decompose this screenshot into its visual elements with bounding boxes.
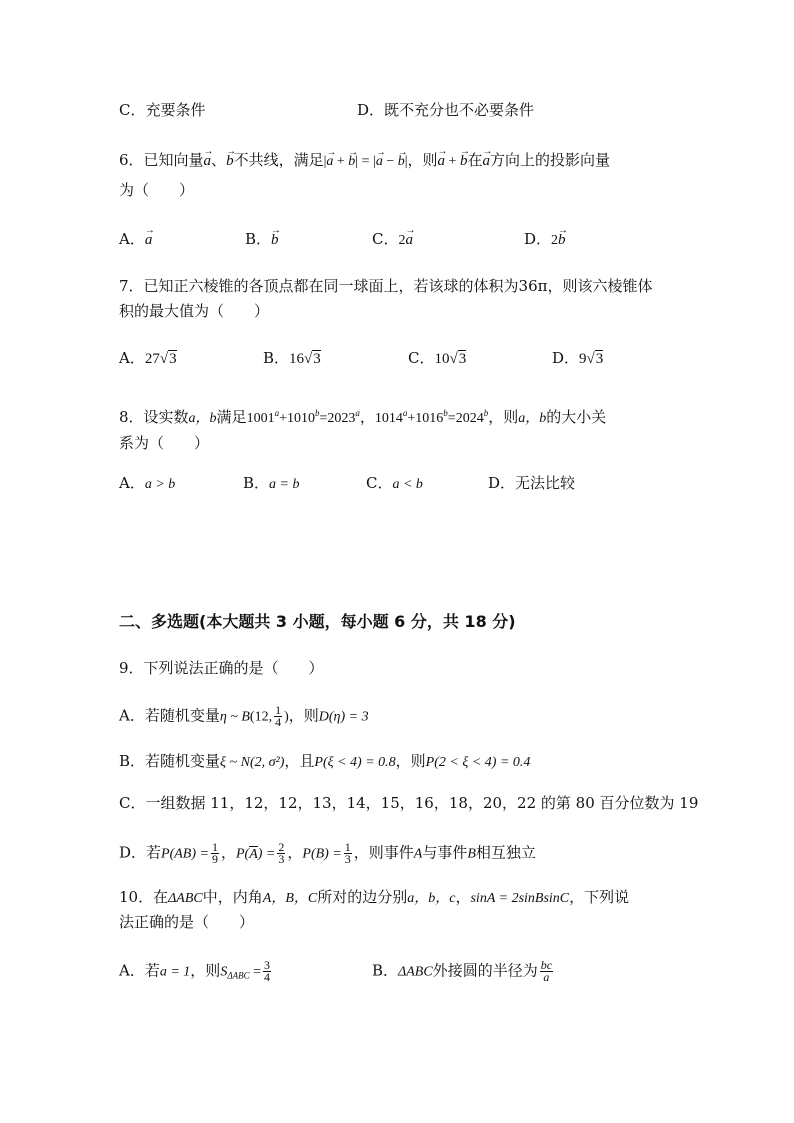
q6-option-a: A．→ a — [119, 229, 152, 250]
q9-option-a: A．若随机变量η ~ B(12, $\frac{1}{4}$ )，则D(η) = 3 — [119, 703, 369, 729]
question-10-stem-cont: 法正确的是（ ） — [119, 913, 255, 931]
q8-option-a: A．a > b — [119, 474, 176, 492]
question-7-stem-cont: 积的最大值为（ ） — [119, 302, 270, 320]
question-10-stem: 10．在ΔABC中，内角A，B，C所对的边分别a，b，c，sinA = 2sinBsinC，下列说 — [119, 888, 630, 906]
q9-option-b: B．若随机变量ξ ~ N(2, σ²)，且P(ξ < 4) = 0.8，则P(2 < ξ < 4) = 0.4 — [119, 752, 531, 770]
q8-option-d: D．无法比较 — [488, 474, 576, 492]
q8-option-b: B．a = b — [243, 474, 300, 492]
question-7-stem: 7．已知正六棱锥的各顶点都在同一球面上，若该球的体积为36π，则该六棱锥体 — [119, 277, 653, 295]
q7-option-d: D．9√3 — [552, 349, 604, 367]
q7-option-a: A．27√3 — [119, 349, 177, 367]
q10-option-a: A．若a = 1，则$S_{\Delta ABC}$ = $\frac{3}{4}$ — [119, 958, 270, 984]
section-2-heading: 二、多选题(本大题共 3 小题，每小题 6 分，共 18 分) — [119, 612, 516, 631]
q8-option-c: C．a < b — [366, 474, 423, 492]
q10-option-b: B．ΔABC外接圆的半径为 $\frac{bc}{a}$ — [372, 958, 553, 984]
question-6-stem-cont: 为（ ） — [119, 181, 195, 199]
q7-option-c: C．10√3 — [408, 349, 467, 367]
q6-option-c: C．2→ a — [372, 229, 413, 251]
q9-option-d: D．若P(AB) = $\frac{1}{9}$ ，P(A) = $\frac{2}{3}$ ，P(B) = $\frac{1}{3}$ ，则事件A与事件B相互独立 — [119, 840, 536, 866]
question-6-stem: 6．已知向量→ a、→ b不共线，满足|→ a + → b| = |→ a − → b|，则→ a + → b在→ a方向上的投影向量 — [119, 150, 610, 172]
q6-option-b: B．→ b — [245, 229, 279, 250]
q9-option-c: C．一组数据 11，12，12，13，14，15，16，18，20，22 的第 80 百分位数为 19 — [119, 794, 699, 812]
question-8-stem: 8．设实数a，b满足$1001^a+1010^b=2023^a$，$1014^a+1016^b=2024^b$，则a，b的大小关 — [119, 408, 607, 426]
q5-option-d: D．既不充分也不必要条件 — [357, 101, 535, 119]
question-8-stem-cont: 系为（ ） — [119, 434, 210, 452]
q7-option-b: B．16√3 — [263, 349, 321, 367]
question-9-stem: 9．下列说法正确的是（ ） — [119, 659, 324, 677]
q6-option-d: D．2→ b — [524, 229, 566, 251]
q5-option-c: C．充要条件 — [119, 101, 206, 119]
